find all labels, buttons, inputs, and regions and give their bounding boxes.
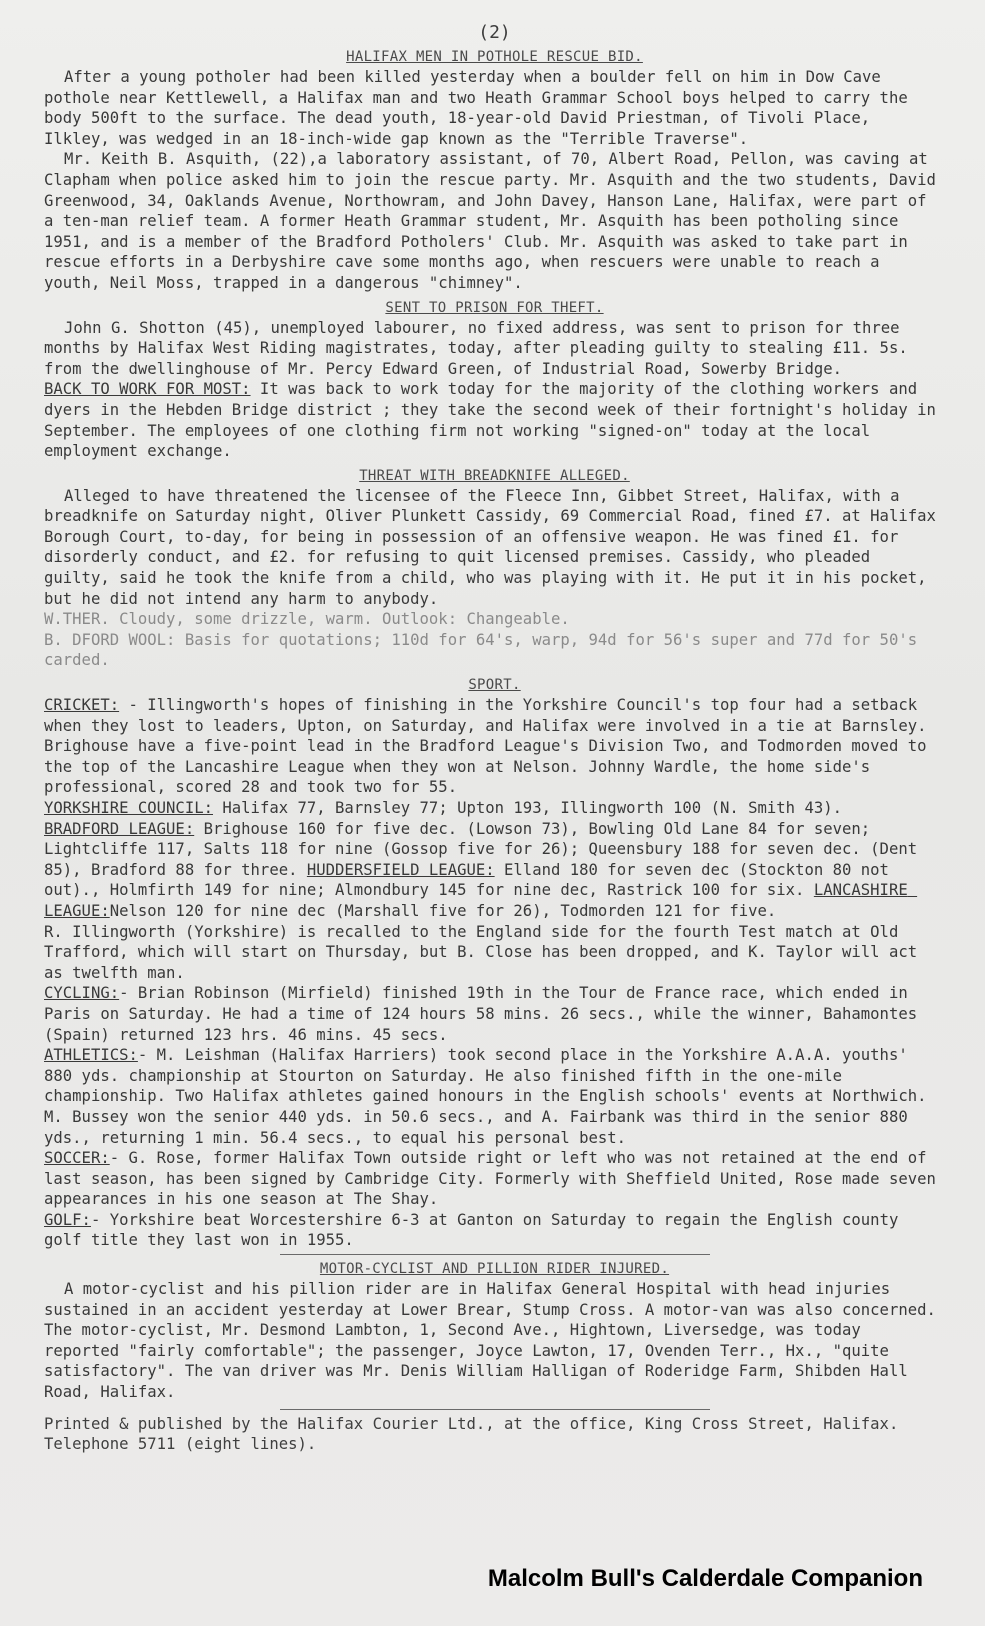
weather-line: W.THER. Cloudy, some drizzle, warm. Outlook: Changeable. (44, 610, 570, 629)
divider (280, 1254, 710, 1255)
section-label: CRICKET: (44, 696, 120, 715)
section-label: BACK TO WORK FOR MOST: (44, 380, 251, 399)
section-text: - Yorkshire beat Worcestershire 6-3 at Ganton on Saturday to regain the English county golf title they last won in 1955. (44, 1210, 908, 1250)
sport-test-match: R. Illingworth (Yorkshire) is recalled to the England side for the fourth Test match at Old Trafford, which will start on Thursday, but B. Close has been dropped, and K. Taylor will act as twelfth man. (44, 922, 927, 982)
sport-cricket (44, 695, 945, 798)
section-text: Brighouse 160 for five dec. (Lowson 73), Bowling Old Lane 84 for seven; Lightcliffe 117, Salts 118 for nine (Gossop five for 26); Queensbury 188 for seven dec. (Dent 85), Bradford 88 for three. (44, 819, 927, 879)
divider (280, 1409, 710, 1410)
section-label: LANCASHIRE LEAGUE: (44, 881, 918, 920)
sport-heading: SPORT. (468, 677, 521, 694)
sport-league-results (44, 819, 945, 922)
section-text: - G. Rose, former Halifax Town outside right or left who was not retained at the end of last season, has been signed by Cambridge City. Formerly with Sheffield United, Rose made seven appearances in his one season at The Shay. (44, 1149, 946, 1209)
story-paragraph: Alleged to have threatened the licensee of the Fleece Inn, Gibbet Street, Halifax, with a breadknife on Saturday night, Oliver Plunkett Cassidy, 69 Commercial Road, fined £7. at Halifax Borough Court, to-day, for being in possession of an offensive weapon. He was fined £1. for disorderly conduct, and £2. for refusing to quit licensed premises. Cassidy, who pleaded guilty, said he took the knife from a child, who was playing with it. He put it in his pocket, but he did not intend any harm to anybody. (44, 486, 946, 608)
sport-soccer (44, 1148, 945, 1210)
section-text: Halifax 77, Barnsley 77; Upton 193, Illingworth 100 (N. Smith 43). (213, 799, 843, 817)
section-text: It was back to work today for the majority of the clothing workers and dyers in the Hebden Bridge district ; they take the second week of their fortnight's holiday in September. The employees of one clothing firm not working "signed-on" today at the local employment exchange. (44, 380, 946, 461)
section-text: Elland 180 for seven dec (Stockton 80 not out)., Holmfirth 149 for nine; Almondbury 145 for nine dec, Rastrick 100 for six. (44, 860, 899, 900)
wool-line: B. DFORD WOOL: Basis for quotations; 110d for 64's, warp, 94d for 56's super and 77d for 50's carded. (44, 630, 927, 670)
section-label: CYCLING: (44, 984, 120, 1003)
section-text: - Illingworth's hopes of finishing in the Yorkshire Council's top four had a setback when they lost to leaders, Upton, on Saturday, and Halifax were involved in a tie at Barnsley. Brighouse have a five-point lead in the Bradford League's Division Two, and Todmorden moved to the top of the Lancashire League when they won at Nelson. Johnny Wardle, the home side's professional, scored 28 and took two for 55. (44, 696, 936, 797)
story-paragraph: Mr. Keith B. Asquith, (22),a laboratory assistant, of 70, Albert Road, Pellon, was caving at Clapham when police asked him to join the rescue party. Mr. Asquith and the two students, David Greenwood, 34, Oaklands Avenue, Northowram, and John Davey, Hanson Lane, Halifax, were part of a ten-man relief team. A former Heath Grammar student, Mr. Asquith has been potholing since 1951, and is a member of the Bradford Potholers' Club. Mr. Asquith was asked to take part in rescue efforts in a Derbyshire cave some months ago, when rescuers were unable to reach a youth, Neil Moss, trapped in a dangerous "chimney". (44, 150, 946, 292)
story-heading-breadknife: THREAT WITH BREADKNIFE ALLEGED. (359, 467, 630, 484)
printer-footer: Printed & published by the Halifax Courier Ltd., at the office, King Cross Street, Halifax. Telephone 5711 (eight lines). (44, 1414, 908, 1453)
sport-cycling (44, 983, 945, 1045)
sport-yorkshire-council (44, 798, 945, 819)
sport-golf (44, 1210, 945, 1251)
story-back-to-work (44, 379, 945, 461)
section-label: ATHLETICS: (44, 1046, 138, 1065)
section-text: Nelson 120 for nine dec (Marshall five for 26), Todmorden 121 for five. (109, 901, 777, 920)
story-heading-prison: SENT TO PRISON FOR THEFT. (385, 299, 604, 316)
story-paragraph: A motor-cyclist and his pillion rider are in Halifax General Hospital with head injuries sustained in an accident yesterday at Lower Brear, Stump Cross. A motor-van was also concerned. The motor-cyclist, Mr. Desmond Lambton, 1, Second Ave., Hightown, Liversedge, was today reported "fairly comfortable"; the passenger, Joyce Lawton, 17, Ovenden Terr., Hx., "quite satisfactory". The van driver was Mr. Denis William Halligan of Roderidge Farm, Shibden Hall Road, Halifax. (44, 1280, 946, 1402)
section-text: - Brian Robinson (Mirfield) finished 19th in the Tour de France race, which ended in Paris on Saturday. He had a time of 124 hours 58 mins. 26 secs., while the winner, Bahamontes (Spain) returned 123 hrs. 46 mins. 45 secs. (44, 984, 927, 1044)
section-text: - M. Leishman (Halifax Harriers) took second place in the Yorkshire A.A.A. youths' 880 yds. championship at Stourton on Saturday. He also finished fifth in the one-mile championship. Two Halifax athletes gained honours in the English schools' events at Northwich. M. Bussey won the senior 440 yds. in 50.6 secs., and A. Fairbank was third in the senior 880 yds., returning 1 min. 56.4 secs., to equal his personal best. (44, 1046, 936, 1147)
page-number: (2) (478, 22, 511, 43)
section-label: SOCCER: (44, 1149, 110, 1168)
section-label: YORKSHIRE COUNCIL: (44, 799, 213, 817)
section-label: GOLF: (44, 1210, 91, 1229)
story-heading-pothole: HALIFAX MEN IN POTHOLE RESCUE BID. (346, 49, 643, 65)
sport-athletics (44, 1045, 945, 1148)
section-label: HUDDERSFIELD LEAGUE: (306, 860, 495, 879)
watermark-credit: Malcolm Bull's Calderdale Companion (487, 1565, 923, 1592)
story-heading-motorcyclist: MOTOR-CYCLIST AND PILLION RIDER INJURED. (319, 1261, 670, 1278)
story-paragraph: John G. Shotton (45), unemployed labourer, no fixed address, was sent to prison for three months by Halifax West Riding magistrates, today, after pleading guilty to stealing £11. 5s. from the dwellinghouse of Mr. Percy Edward Green, of Industrial Road, Sowerby Bridge. (44, 318, 918, 378)
section-label: BRADFORD LEAGUE: (44, 819, 195, 838)
story-paragraph: After a young potholer had been killed yesterday when a boulder fell on him in Dow Cave pothole near Kettlewell, a Halifax man and two Heath Grammar School boys helped to carry the body 500ft to the surface. The dead youth, 18-year-old David Priestman, of Tivoli Place, Ilkley, was wedged in an 18-inch-wide gap known as the "Terrible Traverse". (44, 68, 918, 148)
